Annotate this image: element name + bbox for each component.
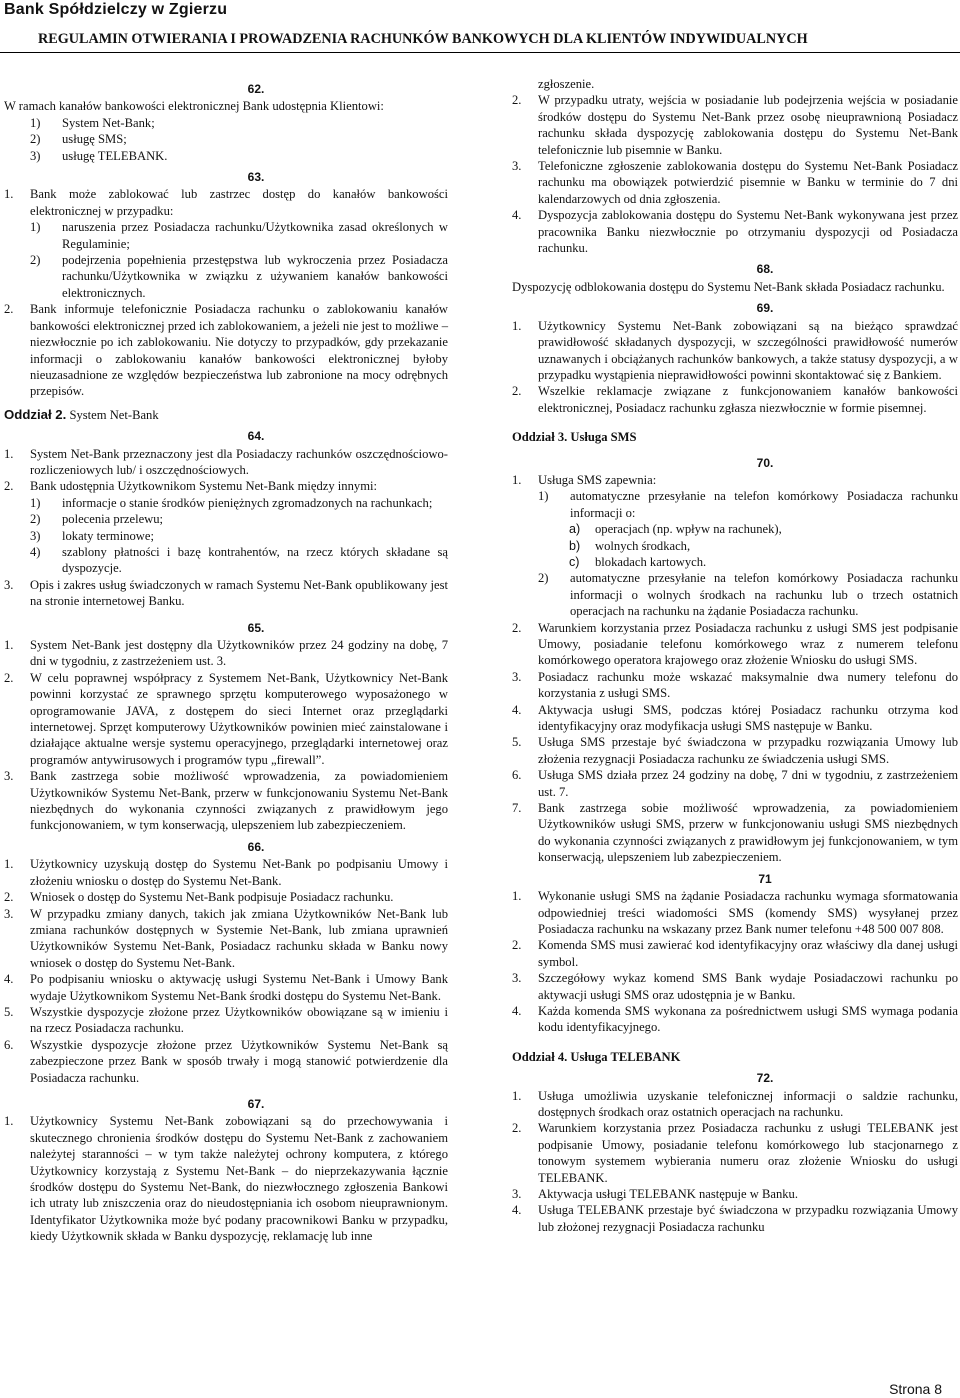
list-item: 1. Użytkownicy Systemu Net-Bank zobowiązani są do przechowywania i skutecznego chronienia środków dostępu do Systemu Net-Bank z zachowaniem należytej staranności – w tym także należytej ochrony komputera, z którego Użytkownicy korzystają z Systemu Net-Bank – do nieprzekazywania łącznie środków dostępu do Systemu Net-Bank, do niezwłocznego zgłoszenia Bankowi ich utraty lub zniszczenia oraz do nieudostępniania ich osobom nieuprawnionym. Identyfikator Użytkownika może być podany pracownikowi Banku w przypadku, kiedy Użytkownik składa w Banku dyspozycję, reklamację lub inne (4, 1114, 448, 1244)
list-item: 2) usługę SMS; (30, 132, 127, 147)
bank-name: Bank Spółdzielczy w Zgierzu (4, 1, 228, 18)
list-item: 1. Bank może zablokować lub zastrzec dostęp do kanałów bankowości elektronicznej w przypadku: (4, 187, 448, 218)
list-item: 2) podejrzenia popełnienia przestępstwa lub wykroczenia przez Posiadacza rachunku/Użytkownika w związku z używaniem kanałów bankowości elektronicznych. (30, 253, 448, 300)
paragraph-66-number: 66. (247, 839, 265, 854)
paragraph-68-text: Dyspozycję odblokowania dostępu do Systemu Net-Bank składa Posiadacz rachunku. (512, 279, 945, 294)
list-item: 5. Usługa SMS przestaje być świadczona w przypadku rozwiązania Umowy lub złożenia rezygnacji Posiadacza rachunku ze świadczenia usługi SMS. (512, 735, 958, 766)
list-item: 4. Po podpisaniu wniosku o aktywację usługi Systemu Net-Bank i Umowy Bank wydaje Użytkownikom Systemu Net-Bank środki dostępu do Systemu Net-Bank. (4, 972, 448, 1003)
paragraph-70-number: 70. (756, 455, 774, 470)
list-item: 2. Bank informuje telefonicznie Posiadacza rachunku o zablokowaniu kanałów bankowości elektronicznej przed ich zablokowaniem, a jeżeli nie jest to możliwe – niezwłocznie po ich zablokowaniu. Nie dotyczy to przypadków, gdy przekazanie informacji o zablokowaniu kanałów bankowości elektronicznej byłoby nieuzasadnione ze względów bezpieczeństwa lub zabronione na mocy odrębnych przepisów. (4, 302, 448, 399)
paragraph-72-number: 72. (756, 1071, 774, 1086)
list-item: 6. Usługa SMS działa przez 24 godziny na dobę, 7 dni w tygodniu, z zastrzeżeniem ust. 7. (512, 768, 958, 799)
list-item: 4. Każda komenda SMS wykonana za pośrednictwem usługi SMS wymaga podania kodu identyfikacyjnego. (512, 1003, 958, 1035)
list-item: a) operacjach (np. wpływ na rachunek), (569, 522, 782, 537)
list-item: 1. Usługa SMS zapewnia: (512, 472, 657, 487)
list-item: 3. W przypadku zmiany danych, takich jak zmiana Użytkowników Net-Bank lub zmiana rachunków dostępnych w Systemie Net-Bank, lub zmiana uprawnień Użytkowników Systemu Net-Bank, Posiadacz rachunku składa w Banku nowy wniosek o dostęp do Systemu Net-Bank. (4, 906, 448, 970)
section-heading-3: Oddział 3. Usługa SMS (512, 430, 637, 445)
list-item: b) wolnych środkach, (569, 538, 691, 553)
section-heading-2: Oddział 2. System Net-Bank (4, 406, 159, 422)
list-item: 1) informacje o stanie środków pieniężnych zgromadzonych na rachunkach; (30, 495, 433, 510)
paragraph-69-number: 69. (756, 301, 774, 316)
list-item: 2. Bank udostępnia Użytkownikom Systemu Net-Bank między innymi: (4, 479, 377, 494)
list-item: 1. Wykonanie usługi SMS na żądanie Posiadacza rachunku wymaga sformatowania odpowiedniej treści wiadomości SMS (komendy SMS) wysyłanej przez Posiadacza rachunku na wskazany przez Bank numer telefonu +48 500 007 808. (512, 889, 958, 936)
list-item: 3) lokaty terminowe; (30, 528, 154, 543)
list-item: 6. Wszystkie dyspozycje złożone przez Użytkowników Systemu Net-Bank są zabezpieczone przez Bank w sposób trwały i mogą stanowić potwierdzenie dla Posiadacza rachunku. (4, 1037, 448, 1085)
list-item: 2. W przypadku utraty, wejścia w posiadanie lub podejrzenia wejścia w posiadanie środków dostępu do Systemu Net-Bank przez osobę nieuprawnioną Posiadacz rachunku składa dyspozycję zablokowania dostępu do Systemu Net-Bank telefonicznie lub pisemnie w Banku. (512, 93, 958, 157)
list-item: 2. Warunkiem korzystania przez Posiadacza rachunku z usługi TELEBANK jest podpisanie Umowy, posiadanie telefonu komórkowego lub stacjonarnego z tonowym systemem wybierania numeru oraz złożenie Wniosku do usługi TELEBANK. (512, 1121, 958, 1185)
paragraph-68-number: 68. (756, 262, 774, 277)
list-item: 3. Posiadacz rachunku może wskazać maksymalnie dwa numery telefonu do korzystania z usługi SMS. (512, 669, 958, 701)
list-item: 1) naruszenia przez Posiadacza rachunku/Użytkownika zasad określonych w Regulaminie; (30, 220, 448, 251)
list-item: 2. Wszelkie reklamacje związane z funkcjonowaniem kanałów bankowości elektronicznej, Posiadacz rachunku zgłasza niezwłocznie w formie pisemnej. (512, 384, 958, 415)
list-item: 1. System Net-Bank przeznaczony jest dla Posiadaczy rachunków oszczędnościowo-rozliczeniowych lub/ i oszczędnościowych. (4, 446, 448, 477)
paragraph-71-number: 71 (758, 871, 772, 886)
list-item: 2. Komenda SMS musi zawierać kod identyfikacyjny oraz właściwy dla danej usługi symbol. (512, 938, 958, 969)
paragraph-65-number: 65. (247, 620, 265, 635)
right-column (512, 76, 958, 1235)
section-heading-4: Oddział 4. Usługa TELEBANK (512, 1049, 681, 1064)
left-column (4, 76, 448, 1245)
list-item: 2) polecenia przelewu; (30, 512, 164, 527)
list-item: 4) szablony płatności i bazę kontrahentów, na rzecz których składane są dyspozycje. (30, 544, 448, 576)
list-item: 3. Bank zastrzega sobie możliwość wprowadzenia, za powiadomieniem Użytkowników Systemu Net-Bank, przerw w funkcjonowaniu Systemu Net-Bank niezbędnych do wykonania czynności związanych z prawidłowym jego funkcjonowaniem, w tym konserwacją, ulepszeniem lub zabezpieczeniem. (4, 769, 448, 833)
list-item: 1. System Net-Bank jest dostępny dla Użytkowników przez 24 godziny na dobę, 7 dni w tygodniu, z zastrzeżeniem ust. 3. (4, 638, 448, 669)
continued-text: zgłoszenie. (538, 77, 595, 91)
list-item: 2) automatyczne przesyłanie na telefon komórkowy Posiadacza rachunku informacji o wolnych środkach na rachunku lub o trzech ostatnich operacjach na rachunku na żądanie Posiadacza rachunku. (538, 571, 958, 619)
paragraph-64-number: 64. (247, 429, 265, 444)
list-item: 2. W celu poprawnej współpracy z Systemem Net-Bank, Użytkownicy Net-Bank powinni korzystać ze sprawnego sprzętu komputerowego wyposażonego w oprogramowanie JAVA, z dostępem do sieci Internet oraz przeglądarki internetowej. Sprzęt komputerowy Użytkowników powinien mieć zainstalowane i działające aktualne wersje systemu operacyjnego, przeglądarki internetowej oraz programów antywirusowych i programów typu „firewall”. (4, 670, 448, 767)
page-number: Strona 8 (889, 1380, 942, 1397)
list-item: 7. Bank zastrzega sobie możliwość wprowadzenia, za powiadomieniem Użytkowników usługi SMS, przerw w funkcjonowaniu usługi SMS niezbędnych do wykonania czynności związanych z prawidłowym jej funkcjonowaniem, w tym konserwacją, ulepszeniem lub zabezpieczeniem. (512, 801, 958, 865)
list-item: 4. Aktywacja usługi SMS, podczas której Posiadacz rachunku otrzyma kod identyfikacyjny oraz modyfikacja usługi SMS następuje w Banku. (512, 702, 958, 734)
document-title: REGULAMIN OTWIERANIA I PROWADZENIA RACHUNKÓW BANKOWYCH DLA KLIENTÓW INDYWIDUALNYCH (38, 31, 808, 47)
list-item: 1. Użytkownicy uzyskują dostęp do Systemu Net-Bank po podpisaniu Umowy i złożeniu wniosku o dostęp do Systemu Net-Bank. (4, 857, 448, 888)
list-item: 3. Aktywacja usługi TELEBANK następuje w Banku. (512, 1187, 798, 1201)
list-item: 3. Szczegółowy wykaz komend SMS Bank wydaje Posiadaczowi rachunku po aktywacji usługi SMS oraz udostępnia je w Banku. (512, 971, 958, 1002)
list-item: 4. Usługa TELEBANK przestaje być świadczona w przypadku rozwiązania Umowy lub złożonej rezygnacji Posiadacza rachunku (512, 1203, 958, 1234)
list-item: 1. Usługa umożliwia uzyskanie telefonicznej informacji o saldzie rachunku, dostępnych środkach oraz ostatnich operacjach na rachunku. (512, 1088, 958, 1119)
list-item: c) blokadach kartowych. (569, 554, 707, 569)
list-item: 2. Warunkiem korzystania przez Posiadacza rachunku z usługi SMS jest podpisanie Umowy, posiadanie telefonu komórkowego wraz z numerem telefonu komórkowego operatora krajowego oraz złożenie Wniosku do usługi SMS. (512, 620, 958, 668)
paragraph-67-number: 67. (247, 1096, 265, 1111)
header-rule (0, 52, 960, 53)
list-item: 3) usługę TELEBANK. (30, 148, 168, 163)
list-item: 1) System Net-Bank; (30, 115, 155, 130)
paragraph-63-number: 63. (247, 170, 265, 185)
paragraph-62-intro: W ramach kanałów bankowości elektronicznej Bank udostępnia Klientowi: (4, 99, 384, 114)
list-item: 1) automatyczne przesyłanie na telefon komórkowy Posiadacza rachunku informacji o: (538, 489, 958, 520)
paragraph-62-number: 62. (247, 82, 265, 96)
list-item: 3. Opis i zakres usług świadczonych w ramach Systemu Net-Bank opublikowany jest na stronie internetowej Banku. (4, 577, 448, 609)
list-item: 5. Wszystkie dyspozycje złożone przez Użytkowników obowiązane są w imieniu i na rzecz Posiadacza rachunku. (4, 1004, 448, 1036)
list-item: 1. Użytkownicy Systemu Net-Bank zobowiązani są na bieżąco sprawdzać prawidłowość składanych dyspozycji, w szczególności prawidłowość numerów uznawanych i obciążanych rachunków bankowych, a także statusy dyspozycji, a w przypadku wystąpienia nieprawidłowości powinni skontaktować się z Bankiem. (512, 318, 958, 382)
list-item: 2. Wniosek o dostęp do Systemu Net-Bank podpisuje Posiadacz rachunku. (4, 890, 394, 905)
list-item: 4. Dyspozycja zablokowania dostępu do Systemu Net-Bank wykonywana jest przez pracownika Banku niezwłocznie po otrzymaniu dyspozycji od Posiadacza rachunku. (512, 208, 958, 256)
list-item: 3. Telefoniczne zgłoszenie zablokowania dostępu do Systemu Net-Bank Posiadacz rachunku ma obowiązek potwierdzić pisemnie w Banku w terminie do 7 dni kalendarzowych od dnia zgłoszenia. (512, 159, 958, 206)
